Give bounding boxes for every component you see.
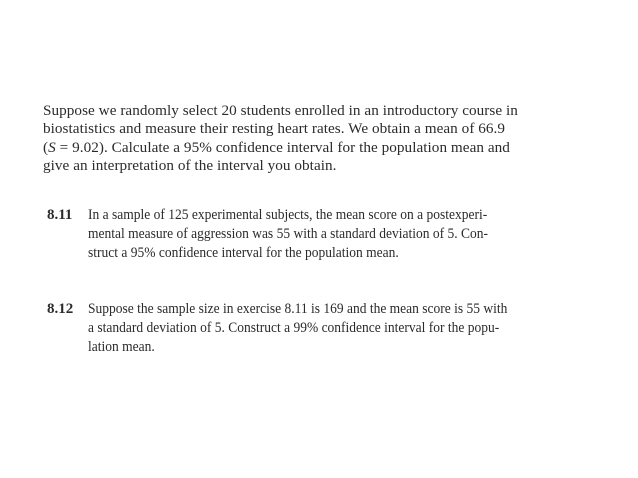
statistic-symbol: S	[48, 138, 56, 156]
exercise-text	[88, 300, 556, 356]
exercise-line: In a sample of 125 experimental subjects, the mean score on a postexperi-	[88, 207, 488, 223]
exercise-number: 8.12	[47, 301, 74, 317]
intro-line: Suppose we randomly select 20 students enrolled in an introductory course in	[43, 102, 518, 119]
exercise-line: a standard deviation of 5. Construct a 99% confidence interval for the popu-	[88, 319, 500, 336]
intro-line: biostatistics and measure their resting heart rates. We obtain a mean of 66.9	[43, 120, 506, 138]
exercise-text	[88, 206, 556, 262]
exercise-line: struct a 95% confidence interval for the population mean.	[88, 244, 399, 261]
exercise-line: Suppose the sample size in exercise 8.11 is 169 and the mean score is 55 with	[88, 301, 508, 317]
exercise-line: mental measure of aggression was 55 with a standard deviation of 5. Con-	[88, 225, 489, 242]
exercise-number: 8.11	[47, 207, 73, 223]
exercise-line: lation mean.	[88, 338, 155, 355]
intro-line: (S = 9.02). Calculate a 95% confidence interval for the population mean and	[43, 138, 510, 156]
intro-paragraph	[43, 102, 595, 176]
intro-line: give an interpretation of the interval you obtain.	[43, 157, 337, 175]
